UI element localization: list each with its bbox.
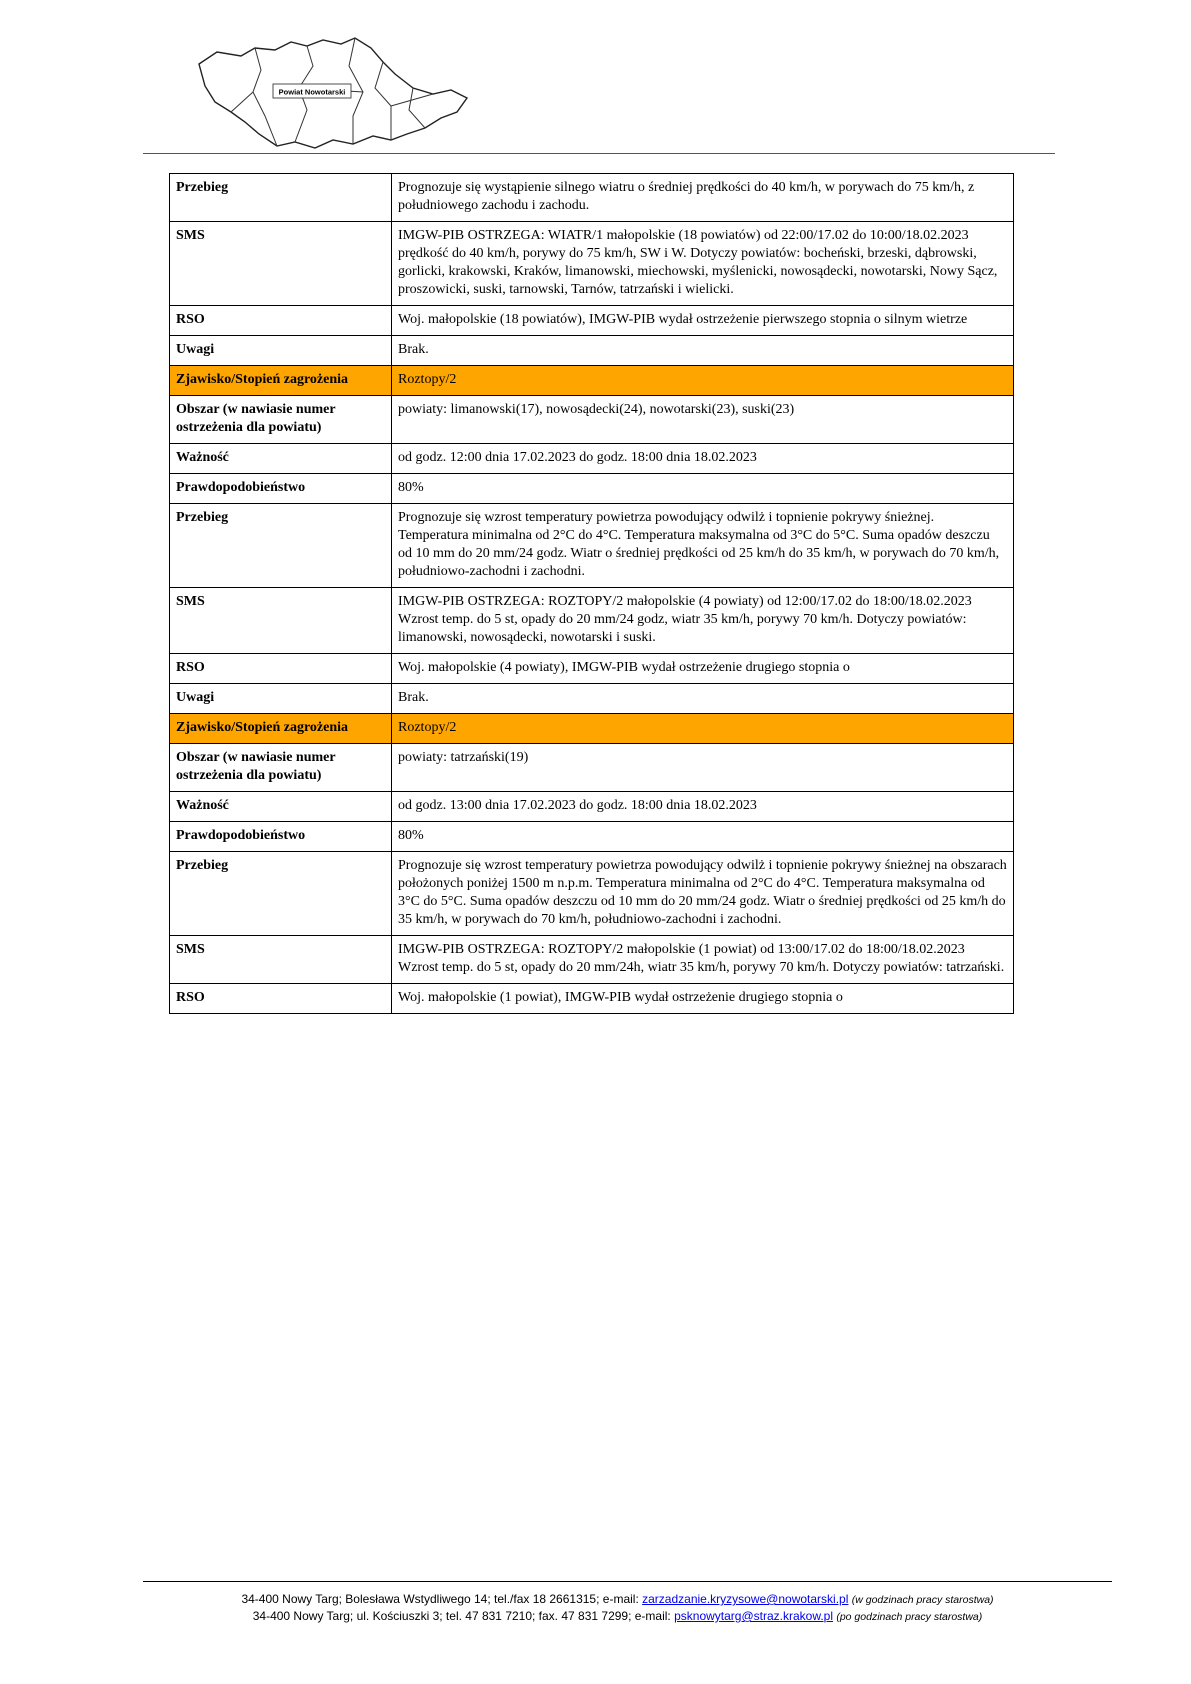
table-row (170, 474, 1014, 504)
table-row (170, 588, 1014, 654)
table-row (170, 792, 1014, 822)
row-value: Woj. małopolskie (1 powiat), IMGW-PIB wydał ostrzeżenie drugiego stopnia o (392, 984, 1014, 1014)
table-row (170, 852, 1014, 936)
table-row (170, 444, 1014, 474)
table-row (170, 684, 1014, 714)
row-label: RSO (170, 984, 392, 1014)
row-value: Woj. małopolskie (4 powiaty), IMGW-PIB wydał ostrzeżenie drugiego stopnia o (392, 654, 1014, 684)
row-label: RSO (170, 654, 392, 684)
row-label: Uwagi (170, 684, 392, 714)
row-value: powiaty: limanowski(17), nowosądecki(24), nowotarski(23), suski(23) (392, 396, 1014, 444)
row-value: Prognozuje się wzrost temperatury powietrza powodujący odwilż i topnienie pokrywy śnieżnej na obszarach położonych poniżej 1500 m n.p.m. Temperatura minimalna od 2°C do 4°C. Temperatura maksymalna od 3°C do 5°C. Suma opadów deszczu od 10 mm do 20 mm/24 godz. Wiatr o średniej prędkości od 25 km/h do 35 km/h, w porywach do 70 km/h, południowo-zachodni i zachodni. (392, 852, 1014, 936)
table-row (170, 396, 1014, 444)
row-label: Przebieg (170, 852, 392, 936)
row-label: Przebieg (170, 504, 392, 588)
row-value: Brak. (392, 336, 1014, 366)
row-label: Obszar (w nawiasie numer ostrzeżenia dla powiatu) (170, 744, 392, 792)
row-label: RSO (170, 306, 392, 336)
table-row (170, 336, 1014, 366)
row-label: Obszar (w nawiasie numer ostrzeżenia dla powiatu) (170, 396, 392, 444)
powiat-nowotarski-map-logo (195, 36, 490, 156)
row-label: SMS (170, 588, 392, 654)
table-row (170, 984, 1014, 1014)
row-label: Uwagi (170, 336, 392, 366)
row-value: powiaty: tatrzański(19) (392, 744, 1014, 792)
row-value: Brak. (392, 684, 1014, 714)
table-row (170, 366, 1014, 396)
row-value: IMGW-PIB OSTRZEGA: ROZTOPY/2 małopolskie (4 powiaty) od 12:00/17.02 do 18:00/18.02.2023 Wzrost temp. do 5 st, opady do 20 mm/24 godz, wiatr 35 km/h, porywy 70 km/h. Dotyczy powiatów: limanowski, nowosądecki, nowotarski i suski. (392, 588, 1014, 654)
footer-address-2: 34-400 Nowy Targ; ul. Kościuszki 3; tel. 47 831 7210; fax. 47 831 7299; e-mail: (252, 1609, 675, 1623)
table-row (170, 744, 1014, 792)
table-row (170, 822, 1014, 852)
row-label: Ważność (170, 792, 392, 822)
row-value: IMGW-PIB OSTRZEGA: ROZTOPY/2 małopolskie (1 powiat) od 13:00/17.02 do 18:00/18.02.2023 Wzrost temp. do 5 st, opady do 20 mm/24h, wiatr 35 km/h, porywy 70 km/h. Dotyczy powiatów: tatrzański. (392, 936, 1014, 984)
row-label: Zjawisko/Stopień zagrożenia (170, 366, 392, 396)
footer-line-1 (130, 1591, 1105, 1608)
table-row (170, 714, 1014, 744)
row-value: 80% (392, 474, 1014, 504)
footer (130, 1591, 1105, 1625)
row-label: Ważność (170, 444, 392, 474)
header-rule (143, 153, 1055, 154)
warning-table-body (170, 174, 1014, 1014)
row-value: Roztopy/2 (392, 366, 1014, 396)
row-value: Prognozuje się wzrost temperatury powietrza powodujący odwilż i topnienie pokrywy śnieżnej. Temperatura minimalna od 2°C do 4°C. Temperatura maksymalna od 3°C do 5°C. Suma opadów deszczu od 10 mm do 20 mm/24 godz. Wiatr o średniej prędkości od 25 km/h do 35 km/h, w porywach do 70 km/h, południowo-zachodni i zachodni. (392, 504, 1014, 588)
row-value: Prognozuje się wystąpienie silnego wiatru o średniej prędkości do 40 km/h, w porywach do 75 km/h, z południowego zachodu i zachodu. (392, 174, 1014, 222)
warning-table (169, 173, 1014, 1014)
table-row (170, 222, 1014, 306)
table-row (170, 306, 1014, 336)
footer-note-2: (po godzinach pracy starostwa) (836, 1611, 983, 1623)
row-label: Zjawisko/Stopień zagrożenia (170, 714, 392, 744)
row-label: SMS (170, 936, 392, 984)
row-label: Przebieg (170, 174, 392, 222)
footer-line-2 (130, 1608, 1105, 1625)
footer-rule (143, 1581, 1112, 1582)
footer-note-1: (w godzinach pracy starostwa) (851, 1594, 994, 1606)
footer-address-1: 34-400 Nowy Targ; Bolesława Wstydliwego 14; tel./fax 18 2661315; e-mail: (241, 1592, 643, 1606)
row-label: SMS (170, 222, 392, 306)
table-row (170, 936, 1014, 984)
row-value: Woj. małopolskie (18 powiatów), IMGW-PIB wydał ostrzeżenie pierwszego stopnia o silnym wietrze (392, 306, 1014, 336)
row-value: Roztopy/2 (392, 714, 1014, 744)
row-value: 80% (392, 822, 1014, 852)
table-row (170, 174, 1014, 222)
row-value: IMGW-PIB OSTRZEGA: WIATR/1 małopolskie (18 powiatów) od 22:00/17.02 do 10:00/18.02.2023 prędkość do 40 km/h, porywy do 75 km/h, SW i W. Dotyczy powiatów: bocheński, brzeski, dąbrowski, gorlicki, krakowski, Kraków, limanowski, miechowski, myślenicki, nowosądecki, nowotarski, Nowy Sącz, proszowicki, suski, tarnowski, Tarnów, tatrzański i wielicki. (392, 222, 1014, 306)
row-value: od godz. 12:00 dnia 17.02.2023 do godz. 18:00 dnia 18.02.2023 (392, 444, 1014, 474)
logo-label: Powiat Nowotarski (278, 87, 346, 97)
table-row (170, 504, 1014, 588)
email-link-fire-dept[interactable]: psknowytarg@straz.krakow.pl (674, 1609, 833, 1623)
row-value: od godz. 13:00 dnia 17.02.2023 do godz. 18:00 dnia 18.02.2023 (392, 792, 1014, 822)
email-link-crisis[interactable]: zarzadzanie.kryzysowe@nowotarski.pl (642, 1592, 849, 1606)
row-label: Prawdopodobieństwo (170, 474, 392, 504)
table-row (170, 654, 1014, 684)
row-label: Prawdopodobieństwo (170, 822, 392, 852)
